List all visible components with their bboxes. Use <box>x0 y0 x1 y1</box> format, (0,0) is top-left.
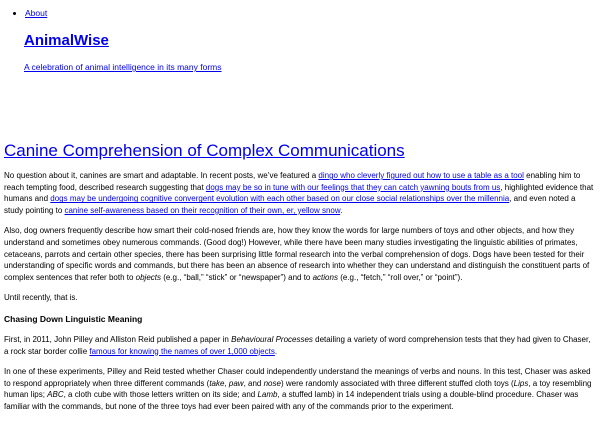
paragraph-dog-owners <box>4 225 596 283</box>
post <box>4 140 596 422</box>
paragraph-intro <box>4 170 596 216</box>
text: In one of these experiments, Pilley and Reid tested whether Chaser could independently understand the meanings of verbs and nouns. In this test, Chaser was asked to respond appropriately when three different commands ( <box>4 367 591 388</box>
emphasis: objects <box>135 272 161 282</box>
site-title <box>24 32 109 50</box>
site-tagline-link[interactable]: A celebration of animal intelligence in its many forms <box>24 62 222 72</box>
emphasis: take <box>209 378 225 388</box>
text: enabling him to reach tempting food, described research suggesting that <box>4 171 581 192</box>
text: , and <box>243 378 264 388</box>
nav-item-about <box>25 6 47 20</box>
text: , <box>224 378 229 388</box>
text: , highlighted evidence that humans and <box>4 182 594 204</box>
text: , a stuffed lamb) in 14 independent trials using a double-blind procedure. Chaser was familiar with the commands, but none of the three toys had ever been paired with any of the commands prior to the experiment. <box>4 390 579 411</box>
text: . <box>340 205 343 215</box>
paragraph-experiment <box>4 366 596 412</box>
text: Also, dog owners frequently describe how smart their cold-nosed friends are, how they know the words for large numbers of toys and other objects, and how they understand and sometimes obey numerous commands. (Good dog!) However, while there have been many studies investigating the linguistic abilities of primates, cetaceans, parrots and certain other species, there has been surprising little formal research into the verbal comprehension of dogs. Dogs have been tested for their understanding of specific words and commands, but there has been an absence of research into whether they can understand and distinguish the constituent parts of complex sentences that refer both to <box>4 226 590 282</box>
site-title-link[interactable]: AnimalWise <box>24 32 109 49</box>
emphasis: Lips <box>513 378 529 388</box>
text: ) were randomly associated with three different stuffed cloth toys ( <box>280 378 514 388</box>
top-nav <box>13 6 47 20</box>
text: First, in 2011, John Pilley and Alliston Reid published a paper in <box>4 334 232 344</box>
emphasis: Behavioural Processes <box>231 334 313 344</box>
text: , a cloth cube with those letters written on its side; and <box>63 390 258 400</box>
text: , a toy resembling human lips; <box>4 378 592 400</box>
self-awareness-link[interactable]: canine self-awareness based on their recognition of their own, er, yellow snow <box>64 205 341 215</box>
about-link[interactable]: About <box>25 8 48 18</box>
dingo-table-link[interactable]: dingo who cleverly figured out how to use a table as a tool <box>318 171 524 180</box>
post-title-link[interactable]: Canine Comprehension of Complex Communications <box>4 141 405 160</box>
emphasis: ABC <box>47 390 64 400</box>
text: detailing a variety of word comprehension tests that they had given to Chaser, a rock star border collie <box>4 334 591 356</box>
text: No question about it, canines are smart and adaptable. In recent posts, we’ve featured a <box>4 171 319 180</box>
section-heading: Chasing Down Linguistic Meaning <box>4 313 143 324</box>
text: (e.g., “ball,” “stick” or “newspaper”) and to <box>161 272 313 282</box>
yawning-link[interactable]: dogs may be so in tune with our feelings that they can catch yawning bouts from us <box>205 182 501 192</box>
emphasis: Lamb <box>257 390 278 400</box>
emphasis: paw <box>228 378 244 388</box>
text: (e.g., “fetch,” “roll over,” or “point”). <box>337 272 463 282</box>
paragraph-until-recently: Until recently, that is. <box>4 293 78 303</box>
text: . <box>274 346 278 356</box>
convergent-evolution-link[interactable]: dogs may be undergoing cognitive convergent evolution with each other based on our close social relationships over the millennia <box>50 194 510 204</box>
emphasis: actions <box>312 272 338 282</box>
emphasis: nose <box>263 378 281 388</box>
post-title <box>4 140 596 162</box>
text: , and even noted a study pointing to <box>4 194 576 215</box>
site-tagline <box>24 61 221 73</box>
chaser-famous-link[interactable]: famous for knowing the names of over 1,000 objects <box>89 346 275 356</box>
paragraph-pilley-reid <box>4 334 596 357</box>
site-header <box>24 32 222 72</box>
